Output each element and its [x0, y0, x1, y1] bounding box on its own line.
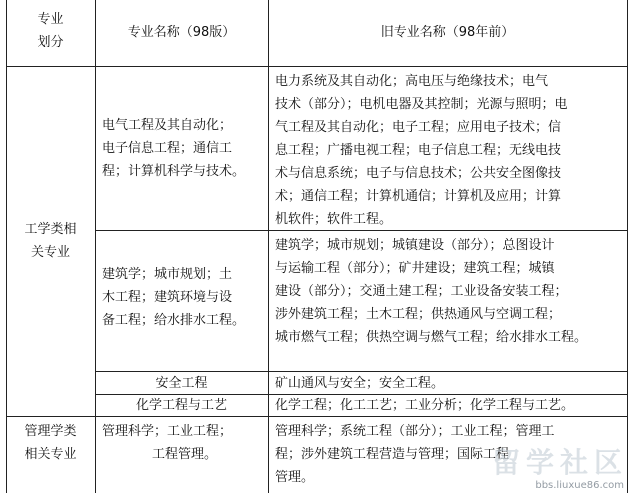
- header-category-line1: 专业: [37, 12, 64, 27]
- group-management-line2: 相关专业: [24, 447, 77, 462]
- row1-new-major: [102, 114, 267, 183]
- row5-new-line2: 工程管理。: [151, 447, 217, 462]
- row1-new-line3: 程；计算机科学与技术。: [102, 164, 246, 179]
- row4-new-major: 化学工程与工艺: [135, 398, 227, 413]
- header-category: [6, 8, 95, 54]
- row1-old-line4: 息工程；广播电视工程；电子信息工程；无线电技: [275, 143, 562, 158]
- row2-new-line2: 木工程；建筑环境与设: [102, 290, 233, 305]
- row3-new-major: 安全工程: [155, 376, 208, 391]
- watermark-url: bbs.liuxue86.com: [535, 480, 624, 491]
- row2-old-line1: 建筑学；城市规划；城镇建设（部分）；总图设计: [275, 238, 555, 253]
- group-engineering-line2: 关专业: [30, 245, 70, 260]
- header-bottom-rule: [6, 66, 628, 67]
- row5-new-major: [102, 420, 267, 466]
- row5-old-line1: 管理科学；系统工程（部分）；工业工程；管理工: [275, 424, 555, 439]
- row5-old-line3: 管理。: [275, 470, 315, 485]
- watermark-brand: 留学社区: [491, 446, 628, 479]
- group-engineering-line1: 工学类相: [24, 222, 77, 237]
- row2-new-major: [102, 263, 267, 332]
- row2-old-line3: 建设（部分）；交通土建工程；工业设备安装工程；: [275, 284, 568, 299]
- group-management: [6, 420, 95, 466]
- row2-new-line1: 建筑学；城市规划；土: [102, 267, 233, 282]
- row2-old-line2: 与运输工程（部分）；矿井建设；建筑工程；城镇: [275, 261, 555, 276]
- row1-old-major: [275, 70, 625, 231]
- group-engineering: [6, 218, 95, 264]
- header-old-major: 旧专业名称（98年前）: [380, 25, 515, 40]
- row2-old-major: [275, 234, 625, 349]
- header-new-major: 专业名称（98版）: [127, 25, 236, 40]
- header-category-line2: 划分: [37, 35, 64, 50]
- row1-old-line5: 术与信息系统；电子与信息技术；公共安全图像技: [275, 166, 562, 181]
- table-border-right: [627, 0, 628, 493]
- column-divider-1: [95, 0, 96, 493]
- row1-new-line1: 电气工程及其自动化；: [102, 118, 233, 133]
- row5-old-major: [275, 420, 625, 489]
- row1-old-line2: 技术（部分）；电机电器及其控制；光源与照明；电: [275, 97, 568, 112]
- row2-old-line5: 城市燃气工程；供热空调与燃气工程；给水排水工程。: [275, 330, 588, 345]
- row2-new-line3: 备工程；给水排水工程。: [102, 313, 246, 328]
- row1-old-line3: 气工程及其自动化；电子工程；应用电子技术；信: [275, 120, 562, 135]
- row4-old-major: 化学工程；化工工艺；工业分析；化学工程与工艺。: [275, 398, 575, 413]
- row1-old-line6: 术；通信工程；计算机通信；计算机及应用；计算: [275, 189, 562, 204]
- column-divider-2: [268, 0, 269, 493]
- group-management-line1: 管理学类: [24, 424, 77, 439]
- row3-old-major: 矿山通风与安全；安全工程。: [275, 376, 445, 391]
- row1-old-line1: 电力系统及其自动化；高电压与绝缘技术；电气: [275, 74, 549, 89]
- row5-new-line1: 管理科学；工业工程；: [102, 424, 233, 439]
- row2-old-line4: 涉外建筑工程；土木工程；供热通风与空调工程；: [275, 307, 562, 322]
- row1-new-line2: 电子信息工程；通信工: [102, 141, 233, 156]
- row1-old-line7: 机软件；软件工程。: [275, 212, 393, 227]
- row5-old-line2: 程；涉外建筑工程营造与管理；国际工程: [275, 447, 510, 462]
